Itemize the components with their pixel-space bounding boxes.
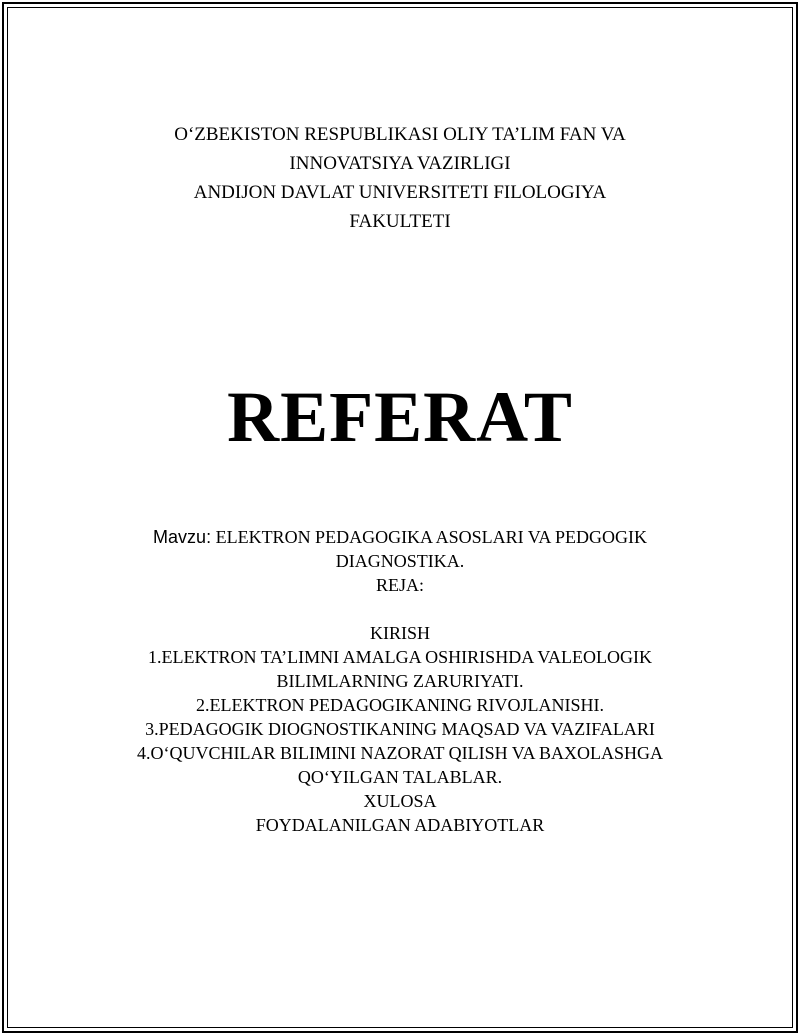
- heading-line-1: O‘ZBEKISTON RESPUBLIKASI OLIY TA’LIM FAN VA: [174, 124, 626, 145]
- topic-section: [0, 525, 800, 597]
- plan-item: QO‘YILGAN TALABLAR.: [297, 767, 503, 787]
- topic-prefix: Mavzu:: [153, 527, 212, 547]
- heading-line-4: FAKULTETI: [349, 211, 451, 232]
- topic-line-1: [0, 525, 800, 549]
- plan-list: [0, 621, 800, 837]
- heading-line-3: ANDIJON DAVLAT UNIVERSITETI FILOLOGIYA: [193, 182, 607, 203]
- plan-item: 1.ELEKTRON TA’LIMNI AMALGA OSHIRISHDA VALEOLOGIK: [147, 647, 653, 667]
- plan-item: 4.O‘QUVCHILAR BILIMINI NAZORAT QILISH VA BAXOLASHGA: [137, 743, 663, 763]
- institution-heading: [0, 120, 800, 236]
- plan-label: REJA:: [375, 575, 424, 595]
- plan-item: KIRISH: [369, 623, 430, 643]
- plan-item: 2.ELEKTRON PEDAGOGIKANING RIVOJLANISHI.: [196, 695, 604, 715]
- plan-item: FOYDALANILGAN ADABIYOTLAR: [255, 815, 545, 835]
- plan-item: BILIMLARNING ZARURIYATI.: [276, 671, 524, 691]
- document-title: REFERAT: [227, 377, 573, 457]
- topic-line-2: DIAGNOSTIKA.: [335, 551, 465, 571]
- plan-item: 3.PEDAGOGIK DIOGNOSTIKANING MAQSAD VA VAZIFALARI: [145, 719, 655, 739]
- topic-text-1: ELEKTRON PEDAGOGIKA ASOSLARI VA PEDGOGIK: [215, 527, 647, 547]
- plan-item: XULOSA: [363, 791, 437, 811]
- heading-line-2: INNOVATSIYA VAZIRLIGI: [289, 153, 511, 174]
